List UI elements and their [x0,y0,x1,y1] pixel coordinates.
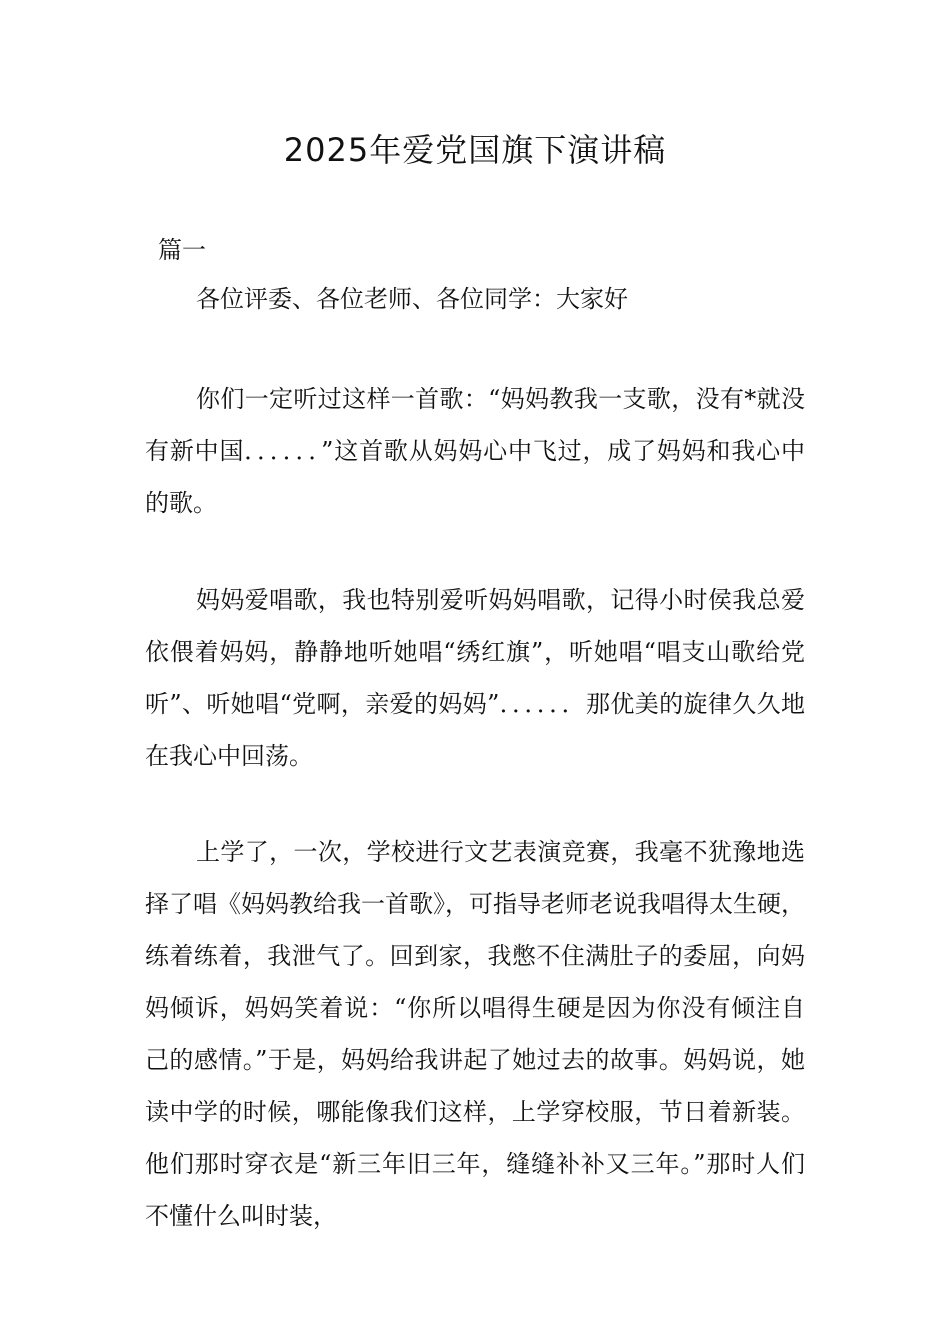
section-label: 篇一 [158,236,206,264]
salutation: 各位评委、各位老师、各位同学：大家好 [196,285,628,313]
paragraph: 上学了，一次，学校进行文艺表演竞赛，我毫不犹豫地选择了唱《妈妈教给我一首歌》，可指导老师老说我唱得太生硬，练着练着，我泄气了。回到家，我憋不住满肚子的委屈，向妈妈倾诉，妈妈笑着说：“你所以唱得生硬是因为你没有倾注自己的感情。”于是，妈妈给我讲起了她过去的故事。妈妈说，她读中学的时候，哪能像我们这样，上学穿校服，节日着新装。他们那时穿衣是“新三年旧三年，缝缝补补又三年。”那时人们不懂什么叫时装， [145,838,805,1230]
document-title: 2025年爱党国旗下演讲稿 [283,131,667,169]
paragraph: 妈妈爱唱歌，我也特别爱听妈妈唱歌，记得小时侯我总爱依偎着妈妈，静静地听她唱“绣红旗”，听她唱“唱支山歌给党听”、听她唱“党啊，亲爱的妈妈”．．．．．．那优美的旋律久久地在我心中回荡。 [145,586,805,770]
paragraph: 你们一定听过这样一首歌：“妈妈教我一支歌，没有*就没有新中国．．．．．．”这首歌从妈妈心中飞过，成了妈妈和我心中的歌。 [145,385,805,517]
